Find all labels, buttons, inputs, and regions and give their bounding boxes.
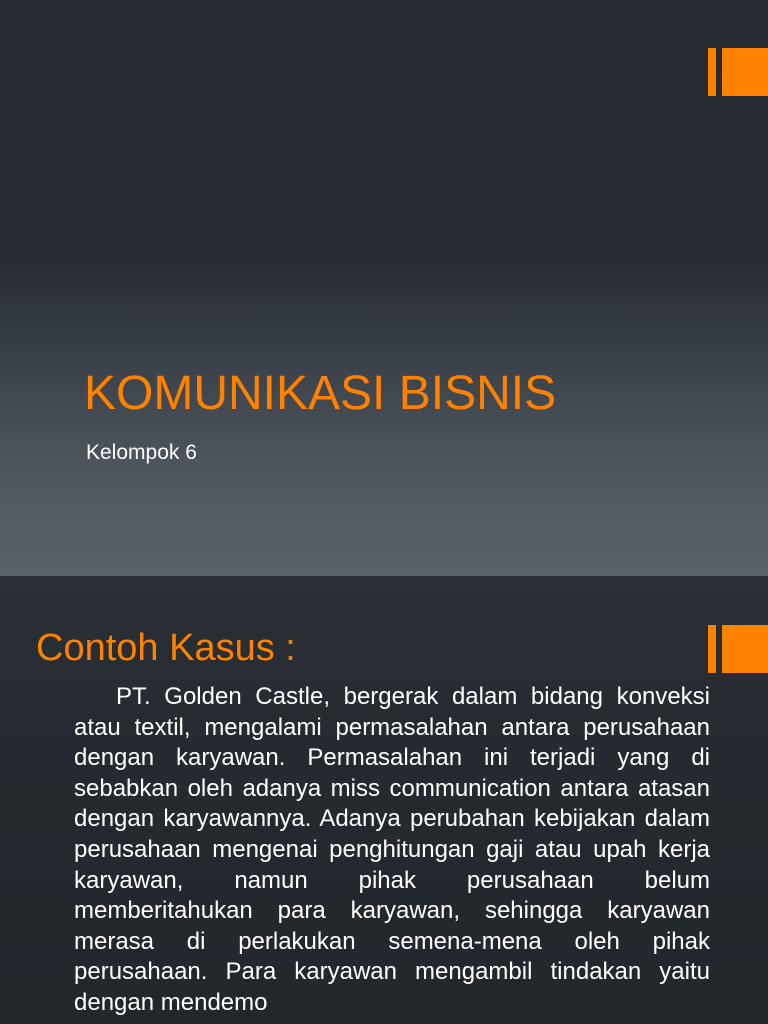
accent-bars-decoration: [708, 625, 768, 673]
accent-bar-thick: [722, 625, 768, 673]
content-slide: [0, 576, 768, 1024]
accent-bar-thin: [708, 625, 716, 673]
slide-title: KOMUNIKASI BISNIS: [84, 367, 557, 420]
accent-bar-thin: [708, 48, 716, 96]
accent-bar-thick: [722, 48, 768, 96]
case-body-text: PT. Golden Castle, bergerak dalam bidang konveksi atau textil, mengalami permasalahan antara perusahaan dengan karyawan. Permasalahan ini terjadi yang di sebabkan oleh adanya miss communication antara atasan dengan karyawannya. Adanya perubahan kebijakan dalam perusahaan mengenai penghitungan gaji atau upah kerja karyawan, namun pihak perusahaan belum memberitahukan para karyawan, sehingga karyawan merasa di perlakukan semena-mena oleh pihak perusahaan. Para karyawan mengambil tindakan yaitu dengan mendemo: [74, 683, 710, 1016]
slide-subtitle: Kelompok 6: [86, 441, 197, 464]
slide-heading: Contoh Kasus :: [36, 627, 296, 669]
accent-bars-decoration: [708, 48, 768, 96]
